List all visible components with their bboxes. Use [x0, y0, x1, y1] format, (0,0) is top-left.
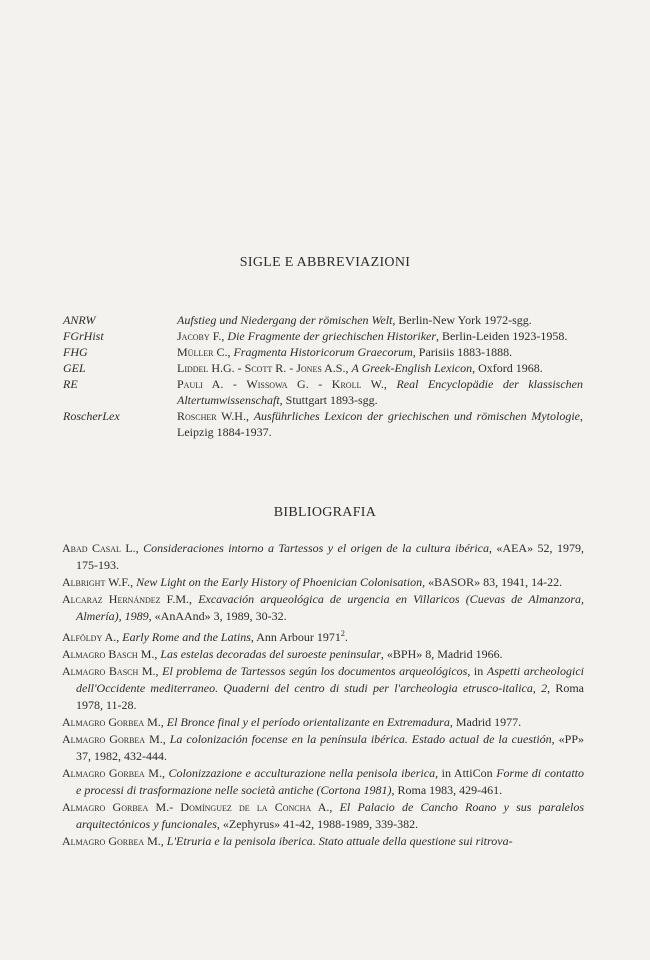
work-title: Forme di contatto e processi di trasformazione nelle società antiche (Cortona 1981) [76, 766, 585, 797]
work-title: El problema de Tartessos según los documentos arqueológicos [162, 664, 468, 678]
citation-text: M.- [148, 800, 181, 814]
author-name: Wissowa [246, 377, 288, 391]
work-title: New Light on the Early History of Phoenician Colonisation [136, 575, 423, 589]
citation-text: C., [213, 345, 234, 359]
work-title: Las estelas decoradas del suroeste peninsular [160, 647, 381, 661]
citation-text: , «PP» 37, 1982, 432-444. [76, 732, 584, 763]
work-title: Consideraciones intorno a Tartessos y el origen de la cultura ibérica [143, 541, 489, 555]
citation-text: A.S., [321, 361, 352, 375]
citation-text: M., [138, 664, 163, 678]
work-title: El Palacio de Cancho Roano y sus paralelos arquitectónicos y funcionales [76, 800, 584, 831]
citation-text: A., [311, 800, 340, 814]
abbreviation-expansion [177, 312, 583, 328]
citation-text: M., [144, 715, 167, 729]
citation-text: A. - [202, 377, 247, 391]
work-title: Excavación arqueológica de urgencia en Villaricos (Cuevas de Almanzora, Almería), 1989 [76, 592, 585, 623]
work-title: A Greek-English Lexicon [351, 361, 473, 375]
abbreviation-key: FHG [63, 345, 88, 359]
work-title: El Bronce final y el período orientalizante en Extremadura [166, 715, 450, 729]
bibliography-entry [62, 540, 584, 574]
work-title: Colonizzazione e acculturazione nella penisola iberica [168, 766, 436, 780]
citation-text: , Oxford 1968. [472, 361, 543, 375]
abbreviation-row [63, 360, 583, 376]
abbreviation-row [63, 344, 583, 360]
abbreviations-list [63, 312, 583, 440]
citation-text: , Roma 1983, 429-461. [391, 783, 503, 797]
author-name: Domínguez de la Concha [180, 800, 312, 814]
abbreviation-key: RE [63, 377, 78, 391]
bibliography-entry [62, 731, 584, 765]
author-name: Almagro Gorbea [62, 715, 145, 729]
citation-text: W.F., [105, 575, 137, 589]
bibliography-entry [62, 663, 584, 714]
work-title: La colonización focense en la península ibérica. Estado actual de la cuestión [169, 732, 552, 746]
citation-text: M., [137, 647, 161, 661]
author-name: Jacoby [177, 329, 210, 343]
work-title: Aufstieg und Niedergang der römischen Welt [177, 313, 393, 327]
citation-text: , Parisiis 1883-1888. [412, 345, 513, 359]
citation-text: L., [120, 541, 144, 555]
author-name: Alcaraz Hernández [62, 592, 161, 606]
citation-text: , «AnAAnd» 3, 1989, 30-32. [148, 609, 287, 623]
author-name: Kroll [331, 377, 362, 391]
citation-text: G. - [287, 377, 332, 391]
abbreviation-key: FGrHist [63, 329, 104, 343]
abbreviation-key: ANRW [63, 313, 96, 327]
author-name: Abad Casal [62, 541, 121, 555]
citation-text: M., [144, 766, 169, 780]
abbreviation-expansion [177, 344, 583, 360]
author-name: Almagro Gorbea [62, 766, 145, 780]
bibliography-entry [62, 625, 584, 646]
bibliography-entry [62, 833, 584, 850]
citation-text: F.M., [160, 592, 199, 606]
author-name: Scott [244, 361, 273, 375]
citation-text: H.G. - [208, 361, 245, 375]
citation-text: W.H., [216, 409, 254, 423]
bibliography-list [62, 540, 584, 850]
citation-text: R. - [272, 361, 297, 375]
abbreviation-row [63, 408, 583, 440]
work-title: Aspetti archeologici dell'Occidente mediterraneo. Quaderni del centro di studi per l'archeologia etrusco-italica, 2 [76, 664, 584, 695]
abbreviation-key: RoscherLex [63, 409, 120, 423]
sigle-heading: SIGLE E ABBREVIAZIONI [239, 255, 411, 270]
work-title: Early Rome and the Latins [122, 630, 251, 644]
abbreviation-row [63, 312, 583, 328]
citation-text: M., [145, 732, 170, 746]
citation-text: , in AttiCon [435, 766, 497, 780]
author-name: Albright [62, 575, 106, 589]
work-title: Ausführliches Lexicon der griechischen und römischen Mytologie [253, 409, 580, 423]
bibliography-entry [62, 765, 584, 799]
bibliography-entry [62, 646, 584, 663]
citation-text: F., [209, 329, 228, 343]
bibliography-heading: BIBLIOGRAFIA [273, 505, 377, 520]
citation-text: , Berlin-New York 1972-sgg. [392, 313, 532, 327]
author-name: Almagro Basch [62, 664, 139, 678]
author-name: Müller [177, 345, 214, 359]
abbreviation-expansion [177, 360, 583, 376]
citation-text: , «BPH» 8, Madrid 1966. [380, 647, 503, 661]
bibliography-entry [62, 799, 584, 833]
author-name: Roscher [177, 409, 217, 423]
citation-text: , «AEA» 52, 1979, 175-193. [76, 541, 584, 572]
abbreviation-row [63, 376, 583, 408]
citation-text: , Berlin-Leiden 1923-1958. [436, 329, 568, 343]
work-title: Fragmenta Historicorum Graecorum [233, 345, 413, 359]
bibliography-entry [62, 591, 584, 625]
author-name: Almagro Gorbea [62, 834, 145, 848]
work-title: L'Etruria e la penisola iberica. Stato attuale della questione sui ritrova- [166, 834, 513, 848]
citation-text: A., [102, 630, 123, 644]
citation-text: , Roma 1978, 11-28. [76, 681, 584, 712]
citation-text: , Madrid 1977. [449, 715, 522, 729]
citation-text: 2 [340, 629, 345, 638]
author-name: Almagro Basch [62, 647, 138, 661]
abbreviation-expansion [177, 376, 583, 408]
abbreviation-expansion [177, 328, 583, 344]
citation-text: , «BASOR» 83, 1941, 14-22. [422, 575, 563, 589]
work-title: Real Encyclopädie der klassischen Altertumwissenschaft [177, 377, 584, 407]
citation-text: , Ann Arbour 1971 [250, 630, 341, 644]
citation-text: M., [144, 834, 167, 848]
citation-text: , «Zephyrus» 41-42, 1988-1989, 339-382. [216, 817, 419, 831]
citation-text: , Leipzig 1884-1937. [177, 409, 583, 439]
citation-text: . [344, 630, 348, 644]
author-name: Almagro Gorbea [62, 732, 146, 746]
author-name: Jones [296, 361, 322, 375]
citation-text: , in [467, 664, 487, 678]
author-name: Pauli [177, 377, 203, 391]
bibliography-entry [62, 574, 584, 591]
author-name: Alföldy [62, 630, 103, 644]
citation-text: , Stuttgart 1893-sgg. [279, 393, 378, 407]
abbreviation-row [63, 328, 583, 344]
author-name: Liddel [177, 361, 209, 375]
bibliography-entry [62, 714, 584, 731]
author-name: Almagro Gorbea [62, 800, 149, 814]
abbreviation-key: GEL [63, 361, 86, 375]
abbreviation-expansion [177, 408, 583, 440]
citation-text: W., [361, 377, 397, 391]
work-title: Die Fragmente der griechischen Historiker [227, 329, 437, 343]
